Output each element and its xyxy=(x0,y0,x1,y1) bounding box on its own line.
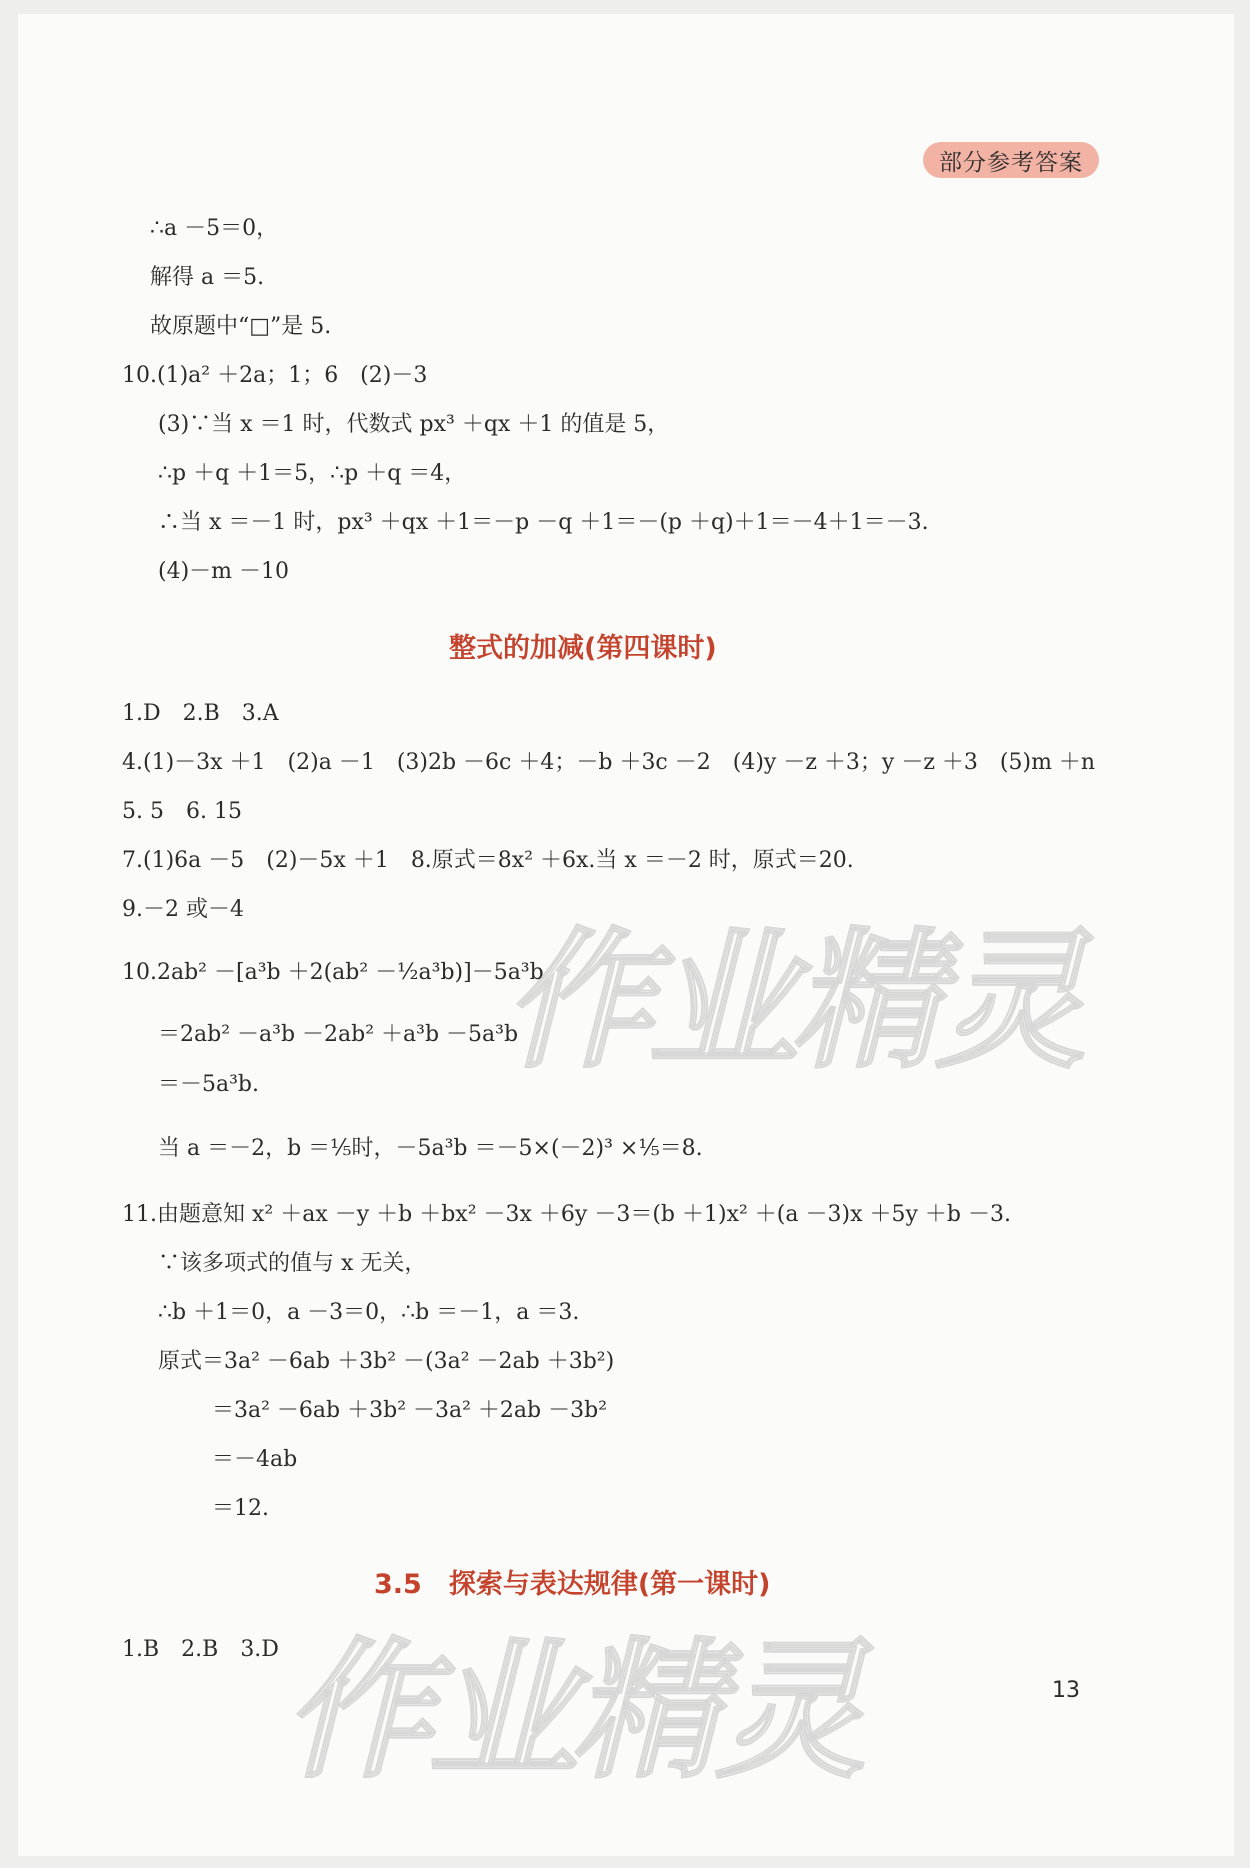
text-line: 解得 a ＝5. xyxy=(150,265,265,290)
text-line: ＝－4ab xyxy=(212,1447,298,1472)
text-line: ∴当 x ＝－1 时，px³ ＋qx ＋1＝－p －q ＋1＝－(p ＋q)＋1＝－4＋1＝－3. xyxy=(158,510,929,535)
text-line: 10.2ab² －[a³b ＋2(ab² －½a³b)]－5a³b xyxy=(122,960,544,985)
watermark: 作业精灵 xyxy=(494,915,1115,1089)
text-line: ＝3a² －6ab ＋3b² －3a² ＋2ab －3b² xyxy=(212,1398,608,1423)
section-title: 3.5 探索与表达规律(第一课时) xyxy=(374,1569,771,1600)
text-line: ∴p ＋q ＋1＝5，∴p ＋q ＝4， xyxy=(158,461,467,486)
answer-badge: 部分参考答案 xyxy=(923,142,1099,178)
text-line: 5. 5 6. 15 xyxy=(122,799,242,824)
text-line: 原式＝3a² －6ab ＋3b² －(3a² －2ab ＋3b²) xyxy=(158,1349,615,1374)
text-line: 7.(1)6a －5 (2)－5x ＋1 8.原式＝8x² ＋6x.当 x ＝－2 时，原式＝20. xyxy=(122,848,854,873)
text-line: ＝12. xyxy=(212,1496,269,1521)
text-line: 当 a ＝－2，b ＝⅕时，－5a³b ＝－5×(－2)³ ×⅕＝8. xyxy=(158,1136,703,1161)
text-line: 4.(1)－3x ＋1 (2)a －1 (3)2b －6c ＋4；－b ＋3c －2 (4)y －z ＋3；y －z ＋3 (5)m ＋n xyxy=(122,750,1096,775)
page-number: 13 xyxy=(1052,1678,1080,1703)
text-line: ∴a －5＝0， xyxy=(150,216,279,241)
text-line: 9.－2 或－4 xyxy=(122,897,244,922)
text-line: 11.由题意知 x² ＋ax －y ＋b ＋bx² －3x ＋6y －3＝(b ＋1)x² ＋(a －3)x ＋5y ＋b －3. xyxy=(122,1202,1011,1227)
text-line: ＝－5a³b. xyxy=(158,1072,260,1097)
section-title: 整式的加减(第四课时) xyxy=(449,633,717,664)
text-line: (3)∵当 x ＝1 时，代数式 px³ ＋qx ＋1 的值是 5， xyxy=(158,412,670,437)
text-line: 故原题中“□”是 5. xyxy=(150,314,332,339)
text-line: ∴b ＋1＝0，a －3＝0，∴b ＝－1，a ＝3. xyxy=(158,1300,580,1325)
text-line: 10.(1)a² ＋2a；1；6 (2)－3 xyxy=(122,363,428,388)
text-line: (4)－m －10 xyxy=(158,559,290,584)
text-line: ＝2ab² －a³b －2ab² ＋a³b －5a³b xyxy=(158,1022,519,1047)
text-line: 1.D 2.B 3.A xyxy=(122,701,279,726)
watermark: 作业精灵 xyxy=(274,1625,895,1799)
text-line: ∵该多项式的值与 x 无关， xyxy=(158,1251,427,1276)
text-line: 1.B 2.B 3.D xyxy=(122,1637,279,1662)
